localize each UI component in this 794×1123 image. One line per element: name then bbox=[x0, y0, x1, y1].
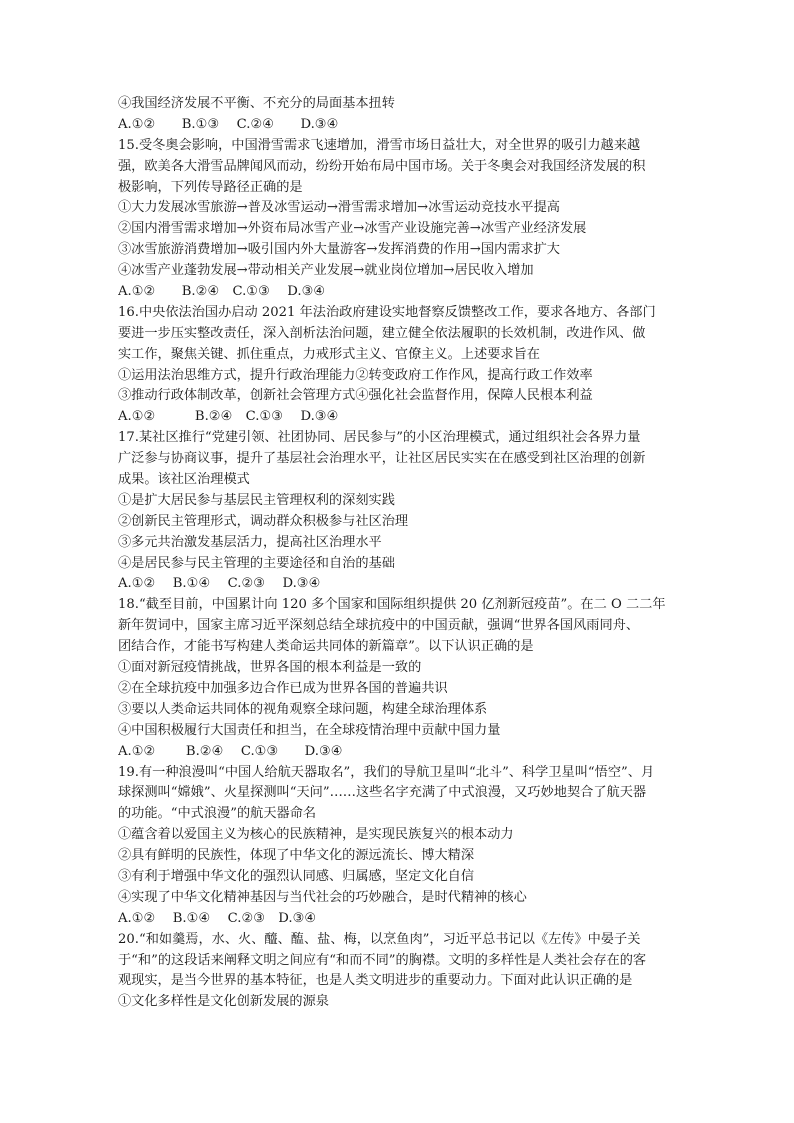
option-line: ②国内滑雪需求增加→外资布局冰雪产业→冰雪产业设施完善→冰雪产业经济发展 bbox=[118, 221, 587, 237]
answer-choices: A.①② B.②④ C.①③ D.③④ bbox=[118, 409, 339, 425]
option-line: ④我国经济发展不平衡、不充分的局面基本扭转 bbox=[118, 96, 395, 111]
option-line: ①是扩大居民参与基层民主管理权利的深刻实践 bbox=[118, 492, 395, 508]
option-line: ③要以人类命运共同体的视角观察全球问题，构建全球治理体系 bbox=[118, 701, 488, 717]
option-line: ①蕴含着以爱国主义为核心的民族精神，是实现民族复兴的根本动力 bbox=[118, 827, 514, 843]
question-16-stem: 16.中央依法治国办启动 2021 年法治政府建设实地督察反馈整改工作，要求各地方、各部门 bbox=[118, 304, 656, 320]
option-line: ①运用法治思维方式，提升行政治理能力②转变政府工作作风，提高行政工作效率 bbox=[118, 367, 593, 383]
answer-choices: A.①② B.①③ C.②④ D.③④ bbox=[118, 116, 339, 132]
question-15-stem: 强，欧美各大滑雪品牌闻风而动，纷纷开始布局中国市场。关于冬奥会对我国经济发展的积 bbox=[118, 158, 646, 174]
answer-choices: A.①② B.①④ C.②③ D.③④ bbox=[118, 576, 321, 592]
option-line: ③有利于增强中华文化的强烈认同感、归属感，坚定文化自信 bbox=[118, 868, 475, 884]
option-line: ②具有鲜明的民族性，体现了中华文化的源远流长、博大精深 bbox=[118, 848, 475, 864]
question-20-stem: 于“和”的这段话来阐释文明之间应有“和而不同”的胸襟。文明的多样性是人类社会存在的客 bbox=[118, 952, 647, 968]
question-15-stem: 极影响，下列传导路径正确的是 bbox=[118, 179, 303, 195]
answer-choices: A.①② B.②④ C.①③ D.③④ bbox=[118, 743, 343, 759]
question-19-stem: 19.有一种浪漫叫“中国人给航天器取名”，我们的导航卫星叫“北斗”、科学卫星叫“悟空”、月 bbox=[118, 764, 655, 780]
question-18-stem: 新年贺词中，国家主席习近平深刻总结全球抗疫中的中国贡献，强调“世界各国风雨同舟、 bbox=[118, 618, 640, 634]
question-19-stem: 球探测叫“嫦娥”、火星探测叫“天问”……这些名字充满了中式浪漫，又巧妙地契合了航天器 bbox=[118, 785, 647, 801]
question-20-stem: 观现实，是当今世界的基本特征，也是人类文明进步的重要动力。下面对此认识正确的是 bbox=[118, 973, 633, 989]
question-17-stem: 广泛参与协商议事，提升了基层社会治理水平，让社区居民实实在在感受到社区治理的创新 bbox=[118, 451, 646, 467]
answer-choices: A.①② B.①④ C.②③ D.③④ bbox=[118, 910, 317, 926]
question-19-stem: 的功能。“中式浪漫”的航天器命名 bbox=[118, 806, 317, 822]
answer-choices: A.①② B.②④ C.①③ D.③④ bbox=[118, 284, 326, 300]
question-17-stem: 成果。该社区治理模式 bbox=[118, 472, 250, 488]
question-16-stem: 要进一步压实整改责任，深入剖析法治问题，建立健全依法履职的长效机制，改进作风、做 bbox=[118, 325, 646, 341]
option-line: ④冰雪产业蓬勃发展→带动相关产业发展→就业岗位增加→居民收入增加 bbox=[118, 263, 534, 279]
question-20-stem: 20.“和如羹焉，水、火、醯、醢、盐、梅，以烹鱼肉”，习近平总书记以《左传》中晏子关 bbox=[118, 931, 641, 947]
option-line: ①大力发展冰雪旅游→普及冰雪运动→滑雪需求增加→冰雪运动竞技水平提高 bbox=[118, 200, 560, 216]
option-line: ④实现了中华文化精神基因与当代社会的巧妙融合，是时代精神的核心 bbox=[118, 889, 527, 905]
question-16-stem: 实工作，聚焦关键、抓住重点，力戒形式主义、官僚主义。上述要求旨在 bbox=[118, 346, 540, 362]
option-line: ①文化多样性是文化创新发展的源泉 bbox=[118, 994, 329, 1010]
exam-page bbox=[118, 94, 676, 1013]
option-line: ④是居民参与民主管理的主要途径和自治的基础 bbox=[118, 555, 395, 571]
question-18-stem: 18.“截至目前，中国累计向 120 多个国家和国际组织提供 20 亿剂新冠疫苗”。在二 O 二二年 bbox=[118, 597, 666, 613]
option-line: ①面对新冠疫情挑战，世界各国的根本利益是一致的 bbox=[118, 660, 422, 676]
option-line: ②创新民主管理形式，调动群众积极参与社区治理 bbox=[118, 513, 409, 529]
question-17-stem: 17.某社区推行“党建引领、社团协同、居民参与”的小区治理模式，通过组织社会各界力量 bbox=[118, 430, 641, 446]
option-line: ②在全球抗疫中加强多边合作已成为世界各国的普遍共识 bbox=[118, 680, 448, 696]
option-line: ③冰雪旅游消费增加→吸引国内外大量游客→发挥消费的作用→国内需求扩大 bbox=[118, 242, 560, 258]
option-line: ④中国积极履行大国责任和担当，在全球疫情治理中贡献中国力量 bbox=[118, 722, 501, 738]
option-line: ③多元共治激发基层活力，提高社区治理水平 bbox=[118, 534, 382, 550]
question-18-stem: 团结合作，才能书写构建人类命运共同体的新篇章”。以下认识正确的是 bbox=[118, 639, 534, 655]
option-line: ③推动行政体制改革，创新社会管理方式④强化社会监督作用，保障人民根本利益 bbox=[118, 388, 593, 404]
question-15-stem: 15.受冬奥会影响，中国滑雪需求飞速增加，滑雪市场日益壮大，对全世界的吸引力越来越 bbox=[118, 137, 641, 153]
